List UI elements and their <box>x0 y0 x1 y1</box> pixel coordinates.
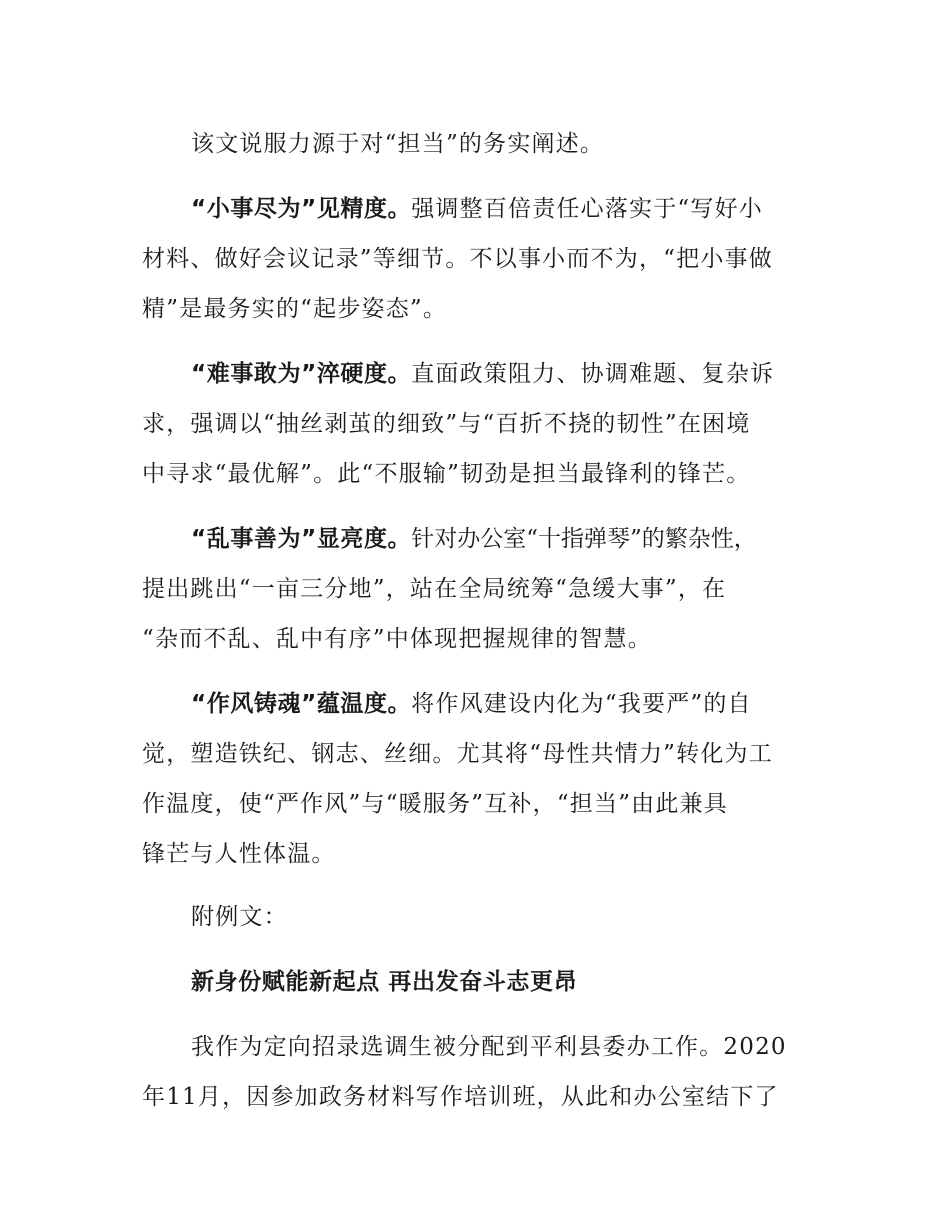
section-4-line-3: 作温度，使“严作风”与“暖服务”互补，“担当”由此兼具 <box>142 791 728 817</box>
section-1-line-1: 强调整百倍责任心落实于“写好小 <box>411 196 763 222</box>
section-4-line-4: 锋芒与人性体温。 <box>142 841 336 867</box>
example-body-line-2: 年11月，因参加政务材料写作培训班，从此和办公室结下了 <box>142 1084 779 1110</box>
section-1-first-line <box>191 192 871 226</box>
section-1-line-2: 材料、做好会议记录”等细节。不以事小而不为，“把小事做 <box>142 246 773 272</box>
appendix-label: 附例文： <box>191 904 288 930</box>
section-4-first-line <box>191 687 871 721</box>
section-2-first-line <box>191 357 871 391</box>
example-title: 新身份赋能新起点 再出发奋斗志更昂 <box>191 969 578 995</box>
section-4-line-2: 觉，塑造铁纪、钢志、丝细。尤其将“母性共情力”转化为工 <box>142 741 773 767</box>
section-2-line-1: 直面政策阻力、协调难题、复杂诉 <box>411 361 775 387</box>
section-2-heading: “难事敢为”淬硬度。 <box>191 361 412 387</box>
section-4-line-1: 将作风建设内化为“我要严”的自 <box>411 691 752 717</box>
example-body-line-1: 我作为定向招录选调生被分配到平利县委办工作。2020 <box>191 1034 787 1060</box>
section-4-heading: “作风铸魂”蕴温度。 <box>191 691 412 717</box>
section-3-line-2: 提出跳出“一亩三分地”，站在全局统筹“急缓大事”，在 <box>142 576 727 602</box>
section-3-first-line <box>191 522 871 556</box>
section-2-line-3: 中寻求“最优解”。此“不服输”韧劲是担当最锋利的锋芒。 <box>142 461 751 487</box>
section-3-line-3: “杂而不乱、乱中有序”中体现把握规律的智慧。 <box>142 626 652 652</box>
section-3-line-1: 针对办公室“十指弹琴”的繁杂性， <box>411 526 757 552</box>
section-2-line-2: 求，强调以“抽丝剥茧的细致”与“百折不挠的韧性”在困境 <box>142 411 751 437</box>
section-3-heading: “乱事善为”显亮度。 <box>191 526 412 552</box>
section-1-heading: “小事尽为”见精度。 <box>191 196 412 222</box>
section-1-line-3: 精”是最务实的“起步姿态”。 <box>142 296 448 322</box>
intro-paragraph: 该文说服力源于对“担当”的务实阐述。 <box>191 131 605 157</box>
